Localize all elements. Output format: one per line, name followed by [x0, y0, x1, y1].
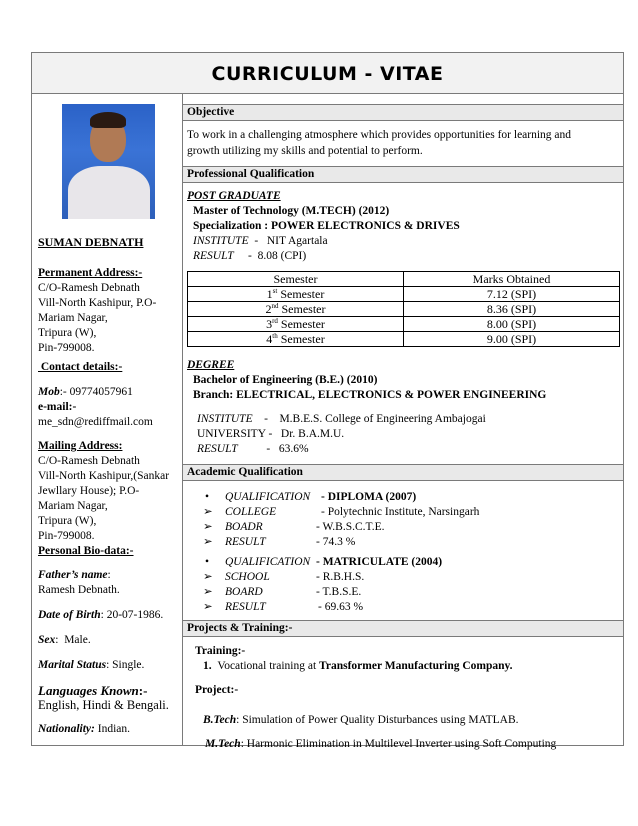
title-row: [32, 53, 623, 94]
bio-data-heading: Personal Bio-data:-: [38, 545, 134, 557]
mtech-project: M.Tech: Harmonic Elimination in Multilevel Inverter using Soft Computing: [205, 738, 557, 750]
professional-header: Professional Qualification: [183, 166, 623, 183]
table-header-row: [188, 272, 620, 287]
pg-specialization: Specialization : POWER ELECTRONICS & DRIVES: [193, 220, 460, 232]
profile-photo: [62, 104, 155, 219]
cv-frame: [31, 52, 624, 750]
diploma-qualification-label: QUALIFICATION: [225, 491, 311, 503]
mobile-number: Mob:- 09774057961: [38, 386, 133, 398]
matric-result-label: RESULT: [225, 601, 266, 613]
table-cell: 8.00 (SPI): [404, 317, 620, 332]
permanent-address-line: C/O-Ramesh Debnath: [38, 282, 140, 294]
arrow-bullet-icon: ➢: [203, 506, 213, 518]
page-title: CURRICULUM - VITAE: [211, 63, 444, 85]
table-cell: 9.00 (SPI): [404, 332, 620, 347]
father-name-value: Ramesh Debnath.: [38, 584, 120, 596]
right-column: [183, 94, 623, 750]
training-item: 1. Vocational training at Transformer Manufacturing Company.: [203, 660, 513, 672]
permanent-address-line: Tripura (W),: [38, 327, 97, 339]
table-header: Marks Obtained: [404, 272, 620, 287]
mailing-address-line: Pin-799008.: [38, 530, 95, 542]
mailing-address-heading: Mailing Address:: [38, 440, 123, 452]
bullet-icon: •: [205, 491, 210, 503]
matric-board-value: - T.B.S.E.: [316, 586, 362, 598]
diploma-qualification-value: - DIPLOMA (2007): [321, 491, 417, 503]
marks-table: [187, 271, 620, 347]
matric-school-value: - R.B.H.S.: [316, 571, 365, 583]
pg-result: RESULT - 8.08 (CPI): [193, 250, 307, 262]
person-name: SUMAN DEBNATH: [38, 235, 144, 249]
table-cell: 8.36 (SPI): [404, 302, 620, 317]
objective-text: To work in a challenging atmosphere which provides opportunities for learning and: [187, 129, 572, 141]
degree-university: UNIVERSITY - Dr. B.A.M.U.: [197, 428, 345, 440]
permanent-address-line: Pin-799008.: [38, 342, 95, 354]
pg-institute: INSTITUTE - NIT Agartala: [193, 235, 328, 247]
degree-institute: INSTITUTE - M.B.E.S. College of Engineering Ambajogai: [197, 413, 486, 425]
date-of-birth: Date of Birth: 20-07-1986.: [38, 609, 164, 621]
arrow-bullet-icon: ➢: [203, 601, 213, 613]
languages-label: Languages Known:-: [38, 683, 148, 698]
academic-header: Academic Qualification: [183, 464, 623, 481]
table-row: 1st Semester 7.12 (SPI): [188, 287, 620, 302]
arrow-bullet-icon: ➢: [203, 586, 213, 598]
mailing-address-line: Mariam Nagar,: [38, 500, 108, 512]
diploma-college-value: - Polytechnic Institute, Narsingarh: [321, 506, 480, 518]
arrow-bullet-icon: ➢: [203, 571, 213, 583]
arrow-bullet-icon: ➢: [203, 536, 213, 548]
degree-heading: DEGREE: [187, 359, 235, 371]
nationality: Nationality: Indian.: [38, 723, 131, 735]
matric-board-label: BOARD: [225, 586, 263, 598]
objective-text: growth utilizing my skills and potential to perform.: [187, 145, 423, 157]
father-name-label: Father’s name:: [38, 569, 111, 581]
diploma-board-value: - W.B.S.C.T.E.: [316, 521, 385, 533]
mailing-address-line: Vill-North Kashipur,(Sankar: [38, 470, 170, 482]
left-column: [32, 94, 183, 745]
email-label: e-mail:-: [38, 401, 77, 413]
permanent-address-line: Mariam Nagar,: [38, 312, 108, 324]
permanent-address-heading: Permanent Address:-: [38, 267, 143, 279]
permanent-address-line: Vill-North Kashipur, P.O-: [38, 297, 157, 309]
projects-header: Projects & Training:-: [183, 620, 623, 637]
mailing-address-line: Jewllary House); P.O-: [38, 485, 140, 497]
email-value: me_sdn@rediffmail.com: [38, 416, 153, 428]
contact-heading: Contact details:-: [38, 361, 123, 373]
languages-value: English, Hindi & Bengali.: [38, 698, 169, 712]
matric-qualification-value: - MATRICULATE (2004): [316, 556, 443, 568]
diploma-college-label: COLLEGE: [225, 506, 277, 518]
diploma-result-label: RESULT: [225, 536, 266, 548]
arrow-bullet-icon: ➢: [203, 521, 213, 533]
degree-branch: Branch: ELECTRICAL, ELECTRONICS & POWER ENGINEERING: [193, 389, 547, 401]
project-label: Project:-: [195, 684, 239, 696]
objective-header: Objective: [183, 104, 623, 121]
table-row: 3rd Semester 8.00 (SPI): [188, 317, 620, 332]
mailing-address-line: Tripura (W),: [38, 515, 97, 527]
diploma-board-label: BOADR: [225, 521, 263, 533]
matric-school-label: SCHOOL: [225, 571, 270, 583]
matric-qualification-label: QUALIFICATION: [225, 556, 311, 568]
matric-result-value: - 69.63 %: [318, 601, 364, 613]
btech-project: B.Tech: Simulation of Power Quality Disturbances using MATLAB.: [203, 714, 519, 726]
table-row: 2nd Semester 8.36 (SPI): [188, 302, 620, 317]
degree-name: Bachelor of Engineering (B.E.) (2010): [193, 374, 378, 386]
sex: Sex: Male.: [38, 634, 91, 646]
post-graduate-heading: POST GRADUATE: [187, 190, 281, 202]
table-row: 4th Semester 9.00 (SPI): [188, 332, 620, 347]
marital-status: Marital Status: Single.: [38, 659, 145, 671]
training-label: Training:-: [195, 645, 246, 657]
mailing-address-line: C/O-Ramesh Debnath: [38, 455, 140, 467]
pg-degree: Master of Technology (M.TECH) (2012): [193, 205, 390, 217]
diploma-result-value: - 74.3 %: [316, 536, 356, 548]
table-cell: 7.12 (SPI): [404, 287, 620, 302]
degree-result: RESULT - 63.6%: [197, 443, 309, 455]
table-header: Semester: [188, 272, 404, 287]
bullet-icon: •: [205, 556, 210, 568]
